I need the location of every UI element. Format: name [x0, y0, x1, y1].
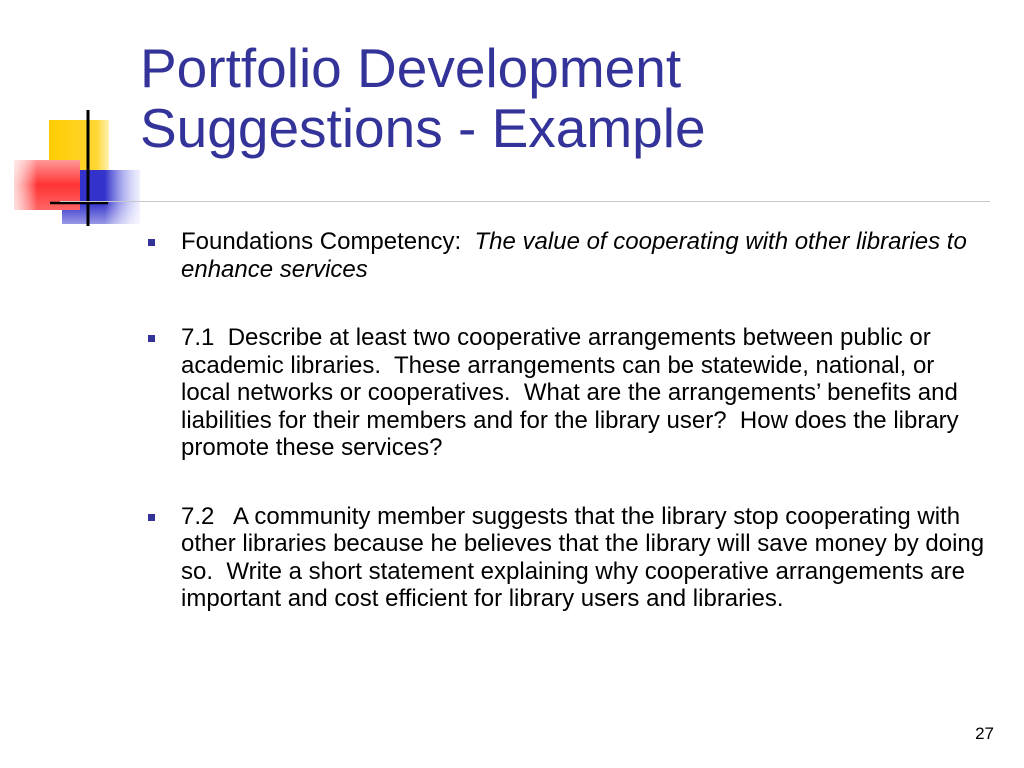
page-number: 27 — [975, 724, 994, 743]
bullet-text: 7.1 Describe at least two cooperative arrangements between public or academic libraries. These arrangements can be statewide, national, or local networks or cooperatives. What are the arrangements’ benefits and liabilities for their members and for the library user? How does the library promote these services? — [181, 324, 966, 461]
bullet-lead-text: Foundations Competency: — [181, 228, 462, 255]
slide-title-line-1: Portfolio Development — [140, 37, 682, 99]
square-bullet-icon — [148, 239, 155, 246]
square-bullet-icon — [148, 335, 155, 342]
slide-title — [140, 38, 1000, 158]
bullet-item-7-2 — [148, 502, 991, 613]
bullet-list — [148, 228, 991, 613]
corner-squares-graphic — [0, 0, 160, 240]
square-bullet-icon — [148, 514, 155, 521]
bullet-emphasis-text: The value of cooperating with other libraries to enhance services — [181, 228, 967, 283]
bullet-item-foundations — [148, 228, 988, 283]
title-divider — [60, 201, 990, 202]
bullet-item-7-1 — [148, 324, 988, 462]
slide-title-line-2: Suggestions - Example — [140, 97, 706, 159]
bullet-text: 7.2 A community member suggests that the library stop cooperating with other libraries because he believes that the library will save money by doing so. Write a short statement explaining why cooperative arrangements are important and cost efficient for library users and libraries. — [181, 502, 991, 612]
